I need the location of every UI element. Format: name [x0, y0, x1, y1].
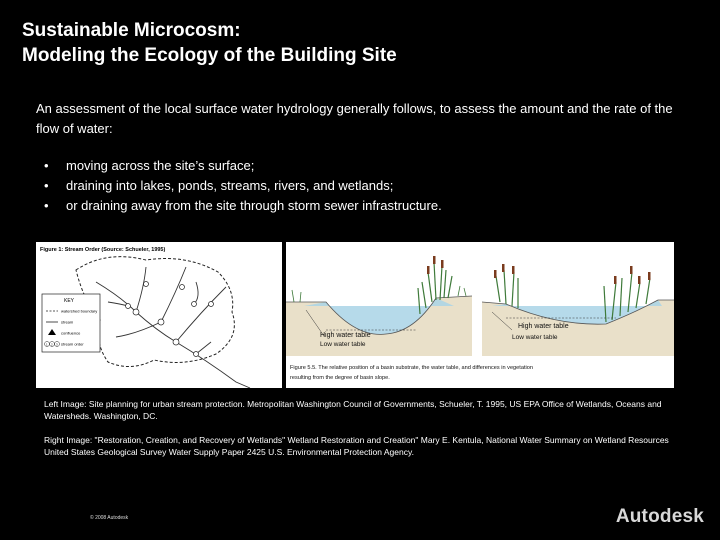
svg-text:2: 2 — [51, 342, 53, 347]
bullet-item — [44, 196, 694, 216]
low-water-label-right: Low water table — [512, 334, 558, 341]
svg-text:3: 3 — [56, 342, 58, 347]
figure-caption-line2: resulting from the degree of basin slope. — [290, 375, 390, 381]
left-image-caption: Left Image: Site planning for urban stream protection. Metropolitan Washington Council of Governments, Schueler, T. 1995, US EPA Office of Wetlands, Oceans and Watersheds. Washington, DC. — [44, 399, 662, 421]
key-title: KEY — [64, 298, 75, 304]
slide-title-line2: Modeling the Ecology of the Building Site — [22, 45, 397, 66]
basin-slope-figure — [286, 242, 674, 388]
right-image-caption: Right Image: "Restoration, Creation, and Recovery of Wetlands" Wetland Restoration and Creation" Mary E. Kentula, National Water Summary on Wetland Resources United States Geological Survey Water Supply Paper 2425 U.S. Environmental Protection Agency. — [44, 435, 669, 457]
basin-diagram — [286, 242, 674, 388]
bullet-dot-icon: • — [44, 158, 49, 173]
autodesk-logo: Autodesk — [615, 506, 704, 527]
confluence-markers — [126, 282, 214, 357]
svg-text:1: 1 — [46, 342, 48, 347]
bullet-text: moving across the site’s surface; — [66, 158, 255, 173]
gentle-basin-panel — [482, 256, 674, 356]
stream-network — [96, 267, 250, 388]
slide-title — [22, 18, 702, 68]
copyright-notice: © 2008 Autodesk — [90, 515, 129, 521]
figure-caption-line1: Figure 5.5. The relative position of a basin substrate, the water table, and differences in vegetation — [290, 365, 533, 371]
bullet-dot-icon: • — [44, 198, 49, 213]
bullet-text: draining into lakes, ponds, streams, rivers, and wetlands; — [66, 178, 394, 193]
key-item: stream — [61, 319, 74, 325]
stream-order-figure — [36, 242, 282, 388]
bullet-item — [44, 156, 694, 176]
figure-title: Figure 1: Stream Order (Source: Schueler, 1995) — [40, 247, 166, 253]
slide-title-line1: Sustainable Microcosm: — [22, 20, 241, 41]
high-water-label: High water table — [320, 332, 371, 339]
key-item: stream order — [61, 341, 84, 347]
key-item: watershed boundary — [61, 308, 98, 314]
bullet-dot-icon: • — [44, 178, 49, 193]
low-water-label: Low water table — [320, 341, 366, 348]
bullet-item — [44, 176, 694, 196]
high-water-label-right: High water table — [518, 323, 569, 330]
stream-order-map — [36, 242, 282, 388]
map-key — [42, 294, 100, 352]
intro-text: An assessment of the local surface water hydrology generally follows, to assess the amount and the rate of the flow of water: — [36, 101, 673, 136]
steep-basin-panel — [286, 256, 472, 356]
key-item: confluence — [61, 330, 81, 336]
bullet-text: or draining away from the site through storm sewer infrastructure. — [66, 198, 442, 213]
bullet-list — [44, 156, 694, 216]
